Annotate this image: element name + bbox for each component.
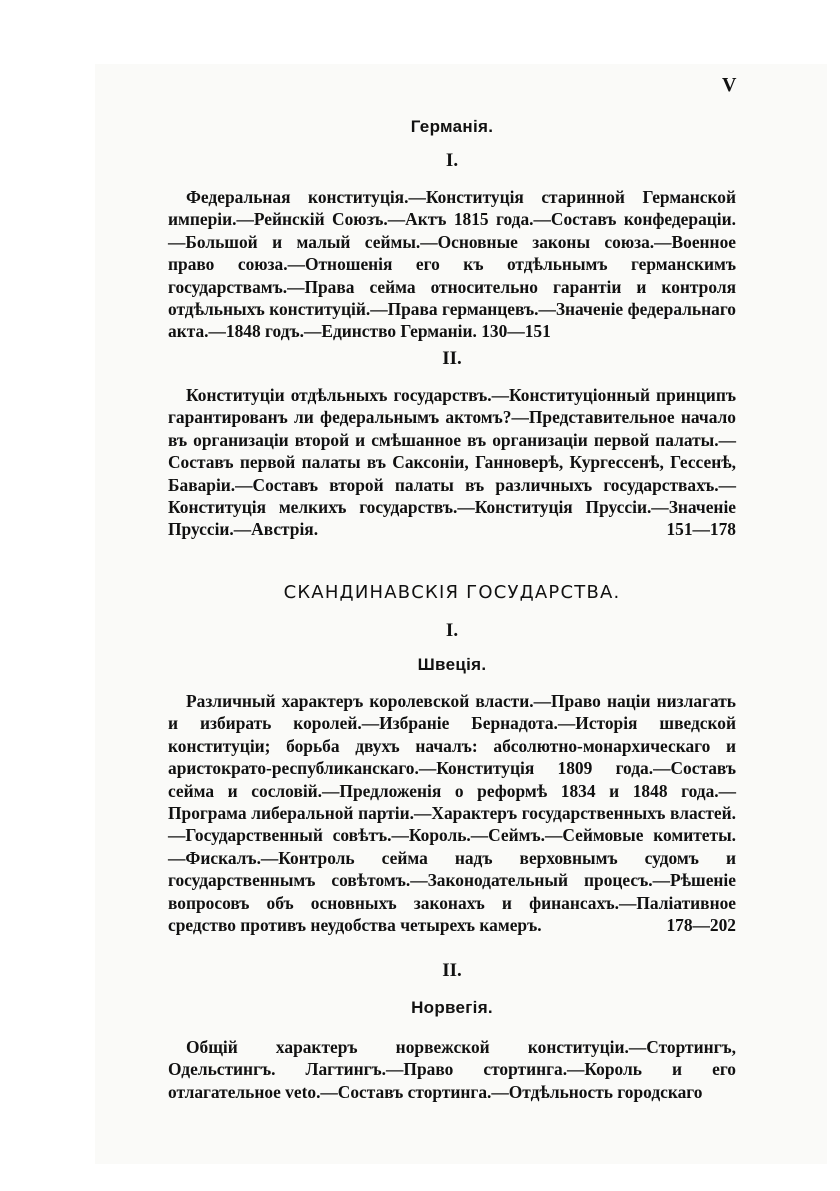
germany-part1-text: Федеральная конституція.—Конституція старинной Германской имперіи.—Рейнскій Союзъ.—Актъ 1815 года.—Составъ конфедераціи.—Большой и малый сеймы.—Основные законы союза.—Военное право союза.—Отношенія его къ отдѣльнымъ германскимъ государствамъ.—Права сейма относительно гарантіи и контроля отдѣльныхъ конституцій.—Права германцевъ.—Значеніе федеральнаго акта.—1848 годъ.—Единство Германіи. 130—151 <box>168 187 736 342</box>
germany-part2-paragraph <box>168 384 736 541</box>
scandinavia-title: СКАНДИНАВСКІЯ ГОСУДАРСТВА. <box>283 582 621 603</box>
sweden-text: Различный характеръ королевской власти.—Право націи низлагать и избирать королей.—Избраніе Бернадота.—Исторія шведской конституціи; борьба двухъ началъ: абсолютно-монархическаго и аристократо-республиканскаго.—Конституція 1809 года.—Составъ сейма и сословій.—Предложенія о реформѣ 1834 и 1848 года.—Програма либеральной партіи.—Характеръ государственныхъ властей.—Государственный совѣтъ.—Король.—Сеймъ.—Сеймовые комитеты.—Фискалъ.—Контроль сейма надъ верховнымъ судомъ и государственнымъ совѣтомъ.—Законодательный процесъ.—Рѣшеніе вопросовъ объ основныхъ законахъ и финансахъ.—Паліативное средство противъ неудобства четырехъ камеръ. <box>168 691 736 936</box>
sweden-paragraph <box>168 690 736 936</box>
norway-numeral: II. <box>442 960 462 981</box>
sweden-pages: 178—202 <box>666 915 736 936</box>
sweden-title: Швеція. <box>417 655 487 674</box>
germany-part2-numeral: II. <box>442 348 462 369</box>
germany-title: Германія. <box>410 117 494 136</box>
norway-text: Общій характеръ норвежской конституціи.—Стортингъ, Одельстингъ. Лагтингъ.—Право стортинга.—Король и его отлагательное veto.—Составъ стортинга.—Отдѣльность городскаго <box>168 1037 736 1102</box>
germany-part2-text: Конституціи отдѣльныхъ государствъ.—Конституціонный принципъ гарантированъ ли федеральнымъ актомъ?—Представительное начало въ организаціи второй и смѣшанное въ организаціи первой палаты.—Составъ первой палаты въ Саксоніи, Ганноверѣ, Кургессенѣ, Гессенѣ, Баваріи.—Составъ второй палаты въ различныхъ государствахъ.—Конституція мелкихъ государствъ.—Конституція Пруссіи.—Значеніе Пруссіи.—Австрія. <box>168 385 736 540</box>
sweden-numeral: I. <box>445 620 459 641</box>
norway-title: Норвегія. <box>411 998 493 1017</box>
page-number: V <box>722 74 737 96</box>
germany-part1-numeral: I. <box>445 150 459 171</box>
germany-part2-pages: 151—178 <box>666 519 736 540</box>
